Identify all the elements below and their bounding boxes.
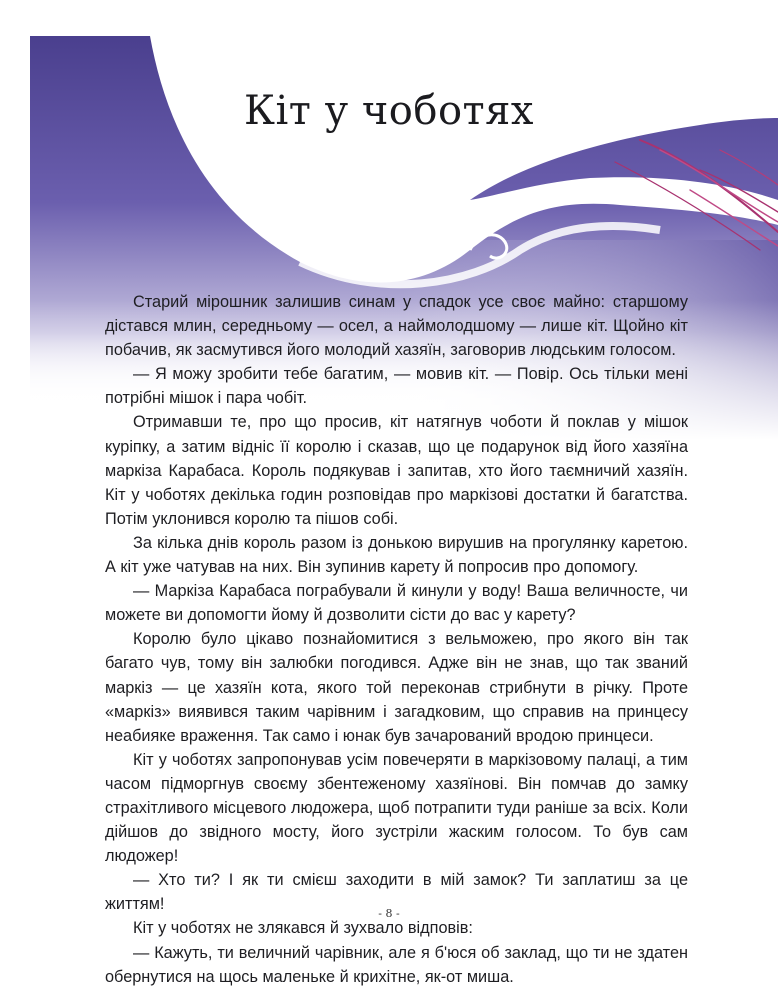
paragraph: — Маркіза Карабаса пограбували й кинули у воду! Ваша величносте, чи можете ви допомогти йому й дозволити сісти до вас у карету? [105, 582, 688, 625]
paragraph: Старий мірошник залишив синам у спадок усе своє майно: старшому дістався млин, середньому — осел, а наймолодшому — лише кіт. Щойно кіт побачив, як засмутився його молодий хазяїн, заговорив людським голосом. [105, 293, 688, 360]
paragraph: Отримавши те, про що просив, кіт натягнув чоботи й поклав у мішок куріпку, а затим відніс її королю і сказав, що це подарунок від його хазяїна маркіза Карабаса. Король подякував і запитав, хто його таємничий хазяїн. Кіт у чоботях декілька годин розповідав про маркізові достатки й багатства. Потім уклонився королю та пішов собі. [105, 413, 688, 528]
page-number: - 8 - [378, 907, 400, 920]
paragraph: Кіт у чоботях не злякався й зухвало відповів: [133, 919, 473, 938]
paragraph: — Я можу зробити тебе багатим, — мовив кіт. — Повір. Ось тільки мені потрібні мішок і пара чобіт. [105, 365, 688, 408]
paragraph: — Хто ти? І як ти смієш заходити в мій замок? Ти заплатиш за це життям! [105, 871, 688, 914]
story-title: Кіт у чоботях [244, 88, 534, 134]
paragraph: Кіт у чоботях запропонував усім повечеряти в маркізовому палаці, а тим часом підморгнув своєму збентеженому хазяїнові. Він помчав до замку страхітливого місцевого людожера, щоб потрапити туди раніше за всіх. Коли дійшов до звідного мосту, його зустріли жаским голосом. То був сам людожер! [105, 750, 688, 866]
paragraph: За кілька днів король разом із донькою вирушив на прогулянку каретою. А кіт уже чатував на них. Він зупинив карету й попросив про допомогу. [105, 533, 688, 577]
story-text [105, 290, 688, 989]
paragraph: — Кажуть, ти величний чарівник, але я б'юся об заклад, що ти не здатен обернутися на щось маленьке й крихітне, як-от миша. [105, 943, 688, 986]
paragraph: Королю було цікаво познайомитися з вельможею, про якого він так багато чув, тому він залюбки погодився. Адже він не знав, що так званий маркіз — це хазяїн кота, якого той переконав стрибнути в річку. Проте «маркіз» виявився таким чарівним і загадковим, що справив на принцесу неабияке враження. Так само і юнак був зачарований вродою принцеси. [105, 630, 688, 745]
